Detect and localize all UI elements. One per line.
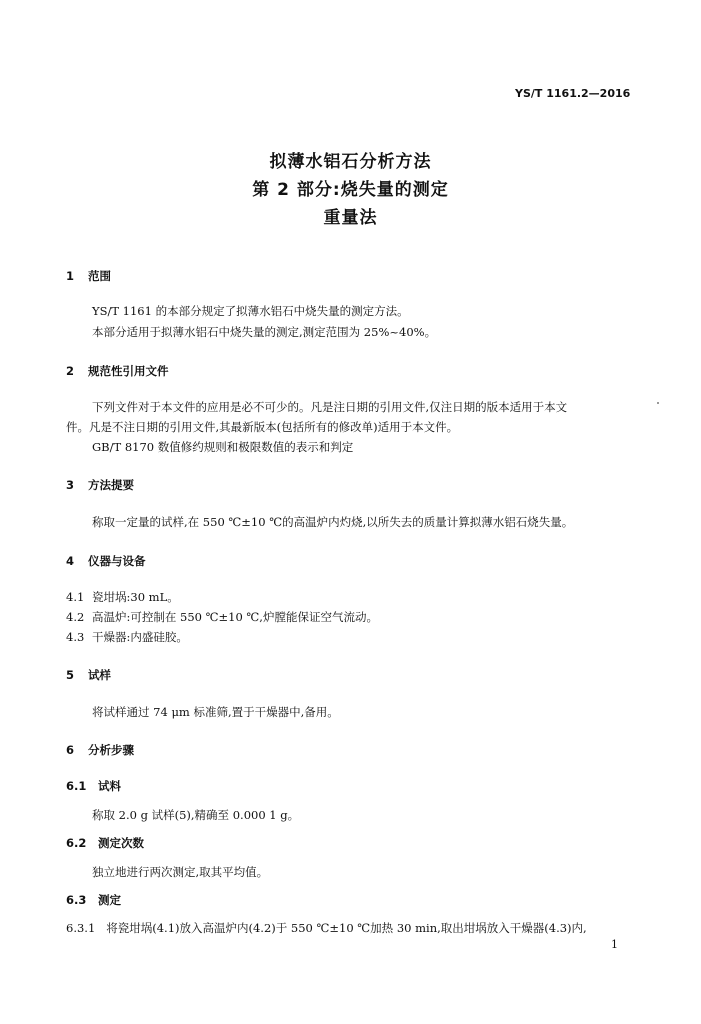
section-number: 6: [66, 743, 75, 757]
subsection-title: 试料: [98, 779, 121, 793]
section-5-paragraph: 将试样通过 74 μm 标准筛,置于干燥器中,备用。: [92, 705, 339, 719]
section-6-heading: [66, 742, 134, 758]
clause-text: 将瓷坩埚(4.1)放入高温炉内(4.2)于 550 ℃±10 ℃加热 30 min,取出坩埚放入干燥器(4.3)内,: [106, 921, 587, 935]
subsection-number: 6.1: [66, 779, 87, 793]
section-3-heading: [66, 477, 134, 493]
scan-speck: [657, 402, 659, 404]
section-2-paragraph-line-2: 件。凡是不注日期的引用文件,其最新版本(包括所有的修改单)适用于本文件。: [66, 420, 459, 434]
subsection-number: 6.2: [66, 836, 87, 850]
subsection-number: 6.3: [66, 893, 87, 907]
item-text: 干燥器:内盛硅胶。: [92, 630, 188, 644]
subsection-title: 测定次数: [98, 836, 144, 850]
section-number: 3: [66, 478, 75, 492]
subsection-6-1-heading: [66, 778, 121, 794]
section-1-paragraph-1: YS/T 1161 的本部分规定了拟薄水铝石中烧失量的测定方法。: [92, 304, 409, 318]
item-number: 4.1: [66, 590, 85, 604]
section-1-heading: [66, 268, 111, 284]
equipment-item: [66, 629, 188, 645]
section-title: 分析步骤: [88, 743, 134, 757]
item-number: 4.3: [66, 630, 85, 644]
document-title-line-3: 重量法: [323, 208, 378, 228]
section-3-paragraph: 称取一定量的试样,在 550 ℃±10 ℃的高温炉内灼烧,以所失去的质量计算拟薄水铝石烧失量。: [92, 515, 574, 529]
section-title: 方法提要: [88, 478, 134, 492]
equipment-item: [66, 609, 378, 625]
section-2-heading: [66, 363, 169, 379]
section-title: 规范性引用文件: [88, 364, 169, 378]
section-title: 试样: [88, 668, 111, 682]
page-number: 1: [611, 938, 618, 951]
section-number: 2: [66, 364, 75, 378]
section-1-paragraph-2: 本部分适用于拟薄水铝石中烧失量的测定,测定范围为 25%~40%。: [92, 325, 437, 339]
item-text: 高温炉:可控制在 550 ℃±10 ℃,炉膛能保证空气流动。: [92, 610, 378, 624]
section-number: 4: [66, 554, 75, 568]
section-title: 仪器与设备: [88, 554, 146, 568]
item-text: 瓷坩埚:30 mL。: [92, 590, 179, 604]
section-2-paragraph-line-1: 下列文件对于本文件的应用是必不可少的。凡是注日期的引用文件,仅注日期的版本适用于本文: [92, 400, 568, 414]
subsection-6-3-heading: [66, 892, 121, 908]
section-4-heading: [66, 553, 146, 569]
equipment-item: [66, 589, 179, 605]
item-number: 4.2: [66, 610, 85, 624]
section-title: 范围: [88, 269, 111, 283]
section-number: 1: [66, 269, 75, 283]
clause-6-3-1: [66, 920, 587, 936]
subsection-6-2-heading: [66, 835, 144, 851]
standard-number: YS/T 1161.2—2016: [515, 87, 631, 100]
document-title-line-1: 拟薄水铝石分析方法: [269, 152, 432, 172]
normative-reference: GB/T 8170 数值修约规则和极限数值的表示和判定: [92, 440, 354, 454]
clause-number: 6.3.1: [66, 921, 96, 935]
document-title-line-2: 第 2 部分:烧失量的测定: [252, 180, 449, 200]
subsection-6-2-text: 独立地进行两次测定,取其平均值。: [92, 865, 269, 879]
section-5-heading: [66, 667, 111, 683]
subsection-6-1-text: 称取 2.0 g 试样(5),精确至 0.000 1 g。: [92, 808, 300, 822]
subsection-title: 测定: [98, 893, 121, 907]
section-number: 5: [66, 668, 75, 682]
